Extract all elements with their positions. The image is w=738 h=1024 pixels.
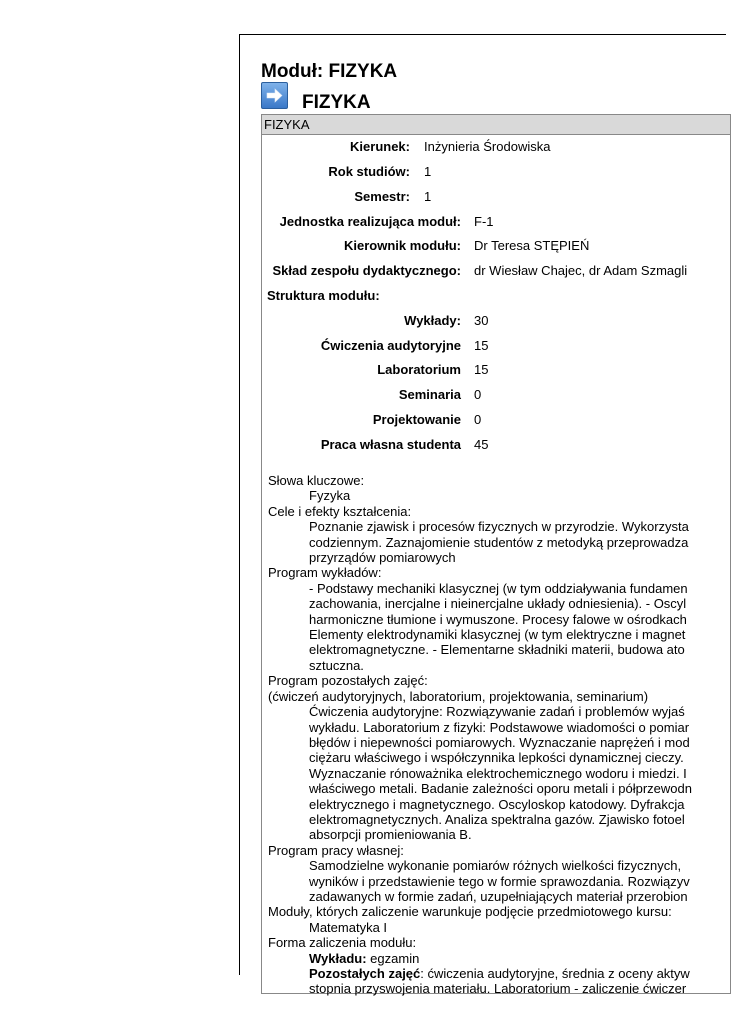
forma-wyklad-bold: Wykładu: — [309, 950, 367, 966]
forma-pozostale-text: : ćwiczenia audytoryjne, średnia z oceny aktyw — [420, 966, 690, 981]
hours-label: Seminaria — [398, 387, 461, 402]
hours-label: Ćwiczenia audytoryjne — [320, 338, 461, 353]
module-info-box — [261, 114, 731, 997]
pozostale-line: Wyznaczanie rónoważnika elektrochemicznego wodoru i miedzi. I — [309, 765, 687, 781]
sklad-value: dr Wiesław Chajec, dr Adam Szmagli — [474, 263, 688, 278]
semestr-value: 1 — [424, 189, 432, 204]
box-header: FIZYKA — [262, 115, 730, 135]
module-title: Moduł: FIZYKA — [261, 61, 398, 82]
cele-line: codziennym. Zaznajomienie studentów z metodyką przeprowadza — [309, 534, 689, 550]
hours-value: 15 — [474, 362, 489, 377]
wyklady-line: zachowania, inercjalne i nieinercjalne układy odniesienia). - Oscyl — [309, 596, 687, 612]
arrow-right-button[interactable] — [261, 82, 288, 109]
moduly-line: Matematyka I — [309, 919, 388, 935]
module-subtitle: FIZYKA — [302, 92, 371, 113]
pozostale-line: właściwego metali. Badanie zależności oporu metali i półprzewodn — [309, 781, 692, 797]
praca-line: zadawanych w formie zadań, uzupełniających materiał przerobion — [309, 888, 688, 904]
forma-pozostale-line-2: stopnia przyswojenia materiału. Laboratorium - zaliczenie ćwiczer — [309, 981, 687, 997]
pozostale-line: ciężaru właściwego i współczynnika lepkości dynamicznej cieczy. — [309, 750, 684, 766]
forma-wyklad-line — [268, 951, 738, 966]
wyklady-line: sztuczna. — [309, 657, 364, 673]
hours-label: Wykłady: — [404, 313, 461, 328]
semestr-label: Semestr: — [354, 189, 410, 204]
module-description — [268, 473, 738, 997]
forma-wyklad-text: egzamin — [366, 950, 420, 966]
pozostale-line: błędów i niepewności pomiarowych. Wyznaczanie naprężeń i mod — [309, 734, 690, 750]
kierownik-value: Dr Teresa STĘPIEŃ — [474, 238, 590, 253]
forma-pozostale-line — [268, 966, 738, 981]
arrow-right-icon — [266, 88, 283, 103]
kierunek-label: Kierunek: — [350, 139, 410, 154]
slowa-label: Słowa kluczowe: — [268, 473, 365, 488]
pozostale-label: Program pozostałych zajęć: — [268, 673, 428, 689]
cele-line: przyrządów pomiarowych — [309, 550, 456, 566]
hours-label: Projektowanie — [372, 412, 461, 427]
pozostale-line: Ćwiczenia audytoryjne: Rozwiązywanie zadań i problemów wyjaś — [309, 704, 685, 720]
rok-value: 1 — [424, 164, 432, 179]
pozostale-line: wykładu. Laboratorium z fizyki: Podstawowe wiadomości o pomiar — [309, 719, 690, 735]
hours-value: 0 — [474, 412, 482, 427]
kierunek-value: Inżynieria Środowiska — [424, 139, 551, 154]
wyklady-line: elektromagnetyczne. - Elementarne składniki materii, budowa ato — [309, 642, 685, 658]
pozostale-line: absorpcji promieniowania B. — [309, 827, 472, 843]
cele-label: Cele i efekty kształcenia: — [268, 503, 412, 519]
jednostka-value: F-1 — [474, 214, 494, 229]
sklad-label: Skład zespołu dydaktycznego: — [272, 263, 461, 278]
wyklady-line: harmoniczne tłumione i wymuszone. Procesy falowe w ośrodkach — [309, 611, 687, 627]
jednostka-label: Jednostka realizująca moduł: — [279, 214, 461, 229]
wyklady-line: - Podstawy mechaniki klasycznej (w tym oddziaływania fundamen — [309, 580, 688, 596]
kierownik-label: Kierownik modułu: — [344, 238, 461, 253]
hours-value: 0 — [474, 387, 482, 402]
cele-line: Poznanie zjawisk i procesów fizycznych w przyrodzie. Wykorzysta — [309, 519, 689, 535]
pozostale-line: elektrycznego i magnetycznego. Oscyloskop katodowy. Dyfrakcja — [309, 796, 685, 812]
forma-label: Forma zaliczenia modułu: — [268, 935, 417, 951]
struktura-label: Struktura modułu: — [267, 288, 380, 303]
hours-value: 15 — [474, 338, 489, 353]
hours-label: Laboratorium — [377, 362, 461, 377]
forma-pozostale-bold: Pozostałych zajęć — [309, 966, 421, 981]
moduly-label: Moduły, których zaliczenie warunkuje podjęcie przedmiotowego kursu: — [268, 904, 672, 920]
praca-line: wyników i przedstawienie tego w formie sprawozdania. Rozwiązyv — [309, 873, 690, 889]
pozostale-sub: (ćwiczeń audytoryjnych, laboratorium, projektowania, seminarium) — [268, 688, 649, 704]
wyklady-label: Program wykładów: — [268, 565, 382, 581]
pozostale-line: elektromagnetycznych. Analiza spektralna gazów. Zjawisko fotoel — [309, 811, 685, 827]
document-page — [239, 34, 726, 997]
wyklady-line: Elementy elektrodynamiki klasycznej (w tym elektryczne i magnet — [309, 627, 686, 643]
slowa-line: Fyzyka — [309, 488, 351, 504]
rok-label: Rok studiów: — [328, 164, 410, 179]
praca-label: Program pracy własnej: — [268, 842, 404, 858]
hours-label: Praca własna studenta — [320, 437, 461, 452]
hours-value: 45 — [474, 437, 489, 452]
hours-value: 30 — [474, 313, 489, 328]
praca-line: Samodzielne wykonanie pomiarów różnych wielkości fizycznych, — [309, 858, 682, 874]
